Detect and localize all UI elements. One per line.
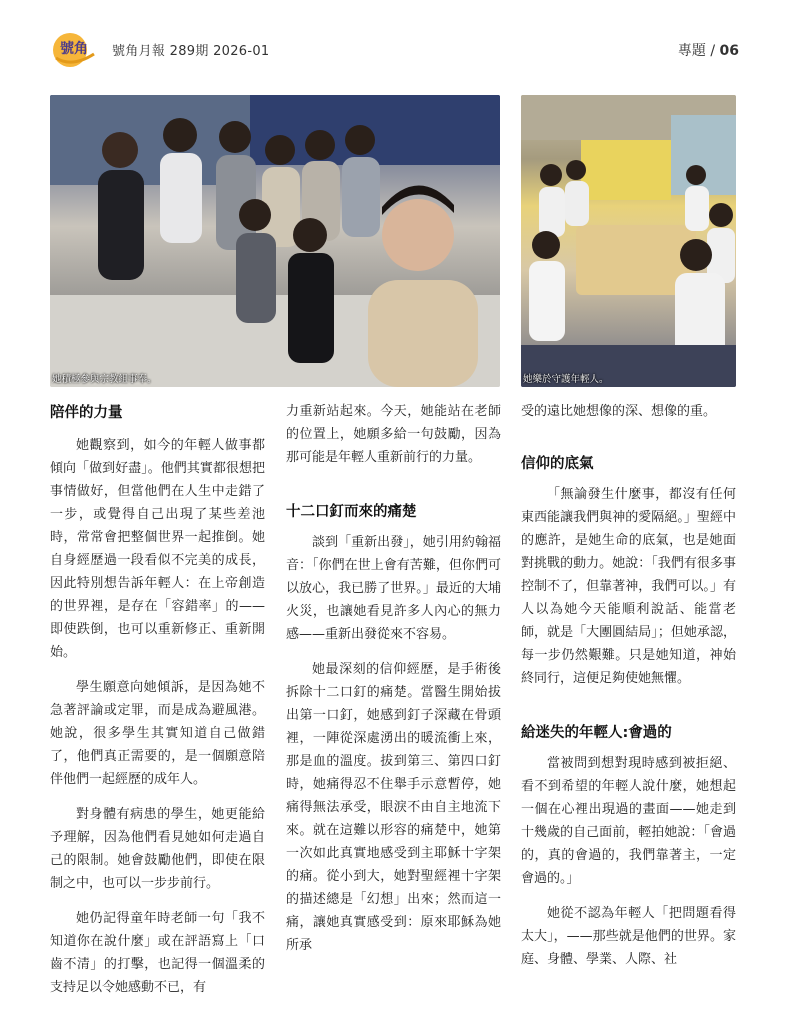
article-column-1 <box>50 400 265 999</box>
paragraph: 當被問到想對現時感到被拒絕、看不到希望的年輕人說什麼，她想起一個在心裡出現過的畫面——她走到十幾歲的自己面前，輕拍她說：「會過的，真的會過的，我們靠著主，一定會過的。」 <box>521 756 736 886</box>
section-heading: 十二口釘而來的痛楚 <box>286 504 417 520</box>
section-heading: 給迷失的年輕人:會過的 <box>521 725 672 741</box>
article-column-2 <box>286 400 501 957</box>
issue-title: 號角月報 289期 2026-01 <box>112 44 270 59</box>
article-column-3 <box>521 400 736 971</box>
paragraph: 她觀察到，如今的年輕人做事都傾向「做到好盡」。他們其實都很想把事情做好，但當他們在人生中走錯了一步，或覺得自己出現了某些差池時，常常會把整個世界一起推倒。她自身經歷過一段看似不完美的成長，因此特別想告訴年輕人：在上帝創造的世界裡，是存在「容錯率」的——即使跌倒，也可以重新修正、重新開始。 <box>50 438 265 660</box>
page-number: 06 <box>719 43 739 59</box>
paragraph: 學生願意向她傾訴，是因為她不急著評論或定罪，而是成為避風港。她說，很多學生其實知道自己做錯了，他們真正需要的，是一個願意陪伴他們一起經歷的成年人。 <box>50 680 265 787</box>
svg-text:號角: 號角 <box>60 41 88 57</box>
page-indicator <box>678 40 739 60</box>
photo-caption: 她積極參與宗教組事奉。 <box>52 374 157 385</box>
classroom-photo <box>521 95 736 387</box>
paragraph: 「無論發生什麼事，都沒有任何東西能讓我們與神的愛隔絕。」聖經中的應許，是她生命的底氣，也是她面對挑戰的動力。她說：「我們有很多事控制不了，但靠著神，我們可以。」有人以為她今天能順利說話、能當老師，就是「大團圓結局」；但她承認，每一步仍然艱難。只是她知道，神始終同行，這便足夠使她無懼。 <box>521 487 736 686</box>
paragraph: 受的遠比她想像的深、想像的重。 <box>521 404 717 419</box>
section-heading: 陪伴的力量 <box>50 405 123 421</box>
group-photo <box>50 95 500 387</box>
separator: / <box>710 43 716 59</box>
paragraph: 對身體有病患的學生，她更能給予理解，因為他們看見她如何走過自己的限制。她會鼓勵他們，即使在限制之中，也可以一步步前行。 <box>50 807 265 891</box>
paragraph: 談到「重新出發」，她引用約翰福音：「你們在世上會有苦難，但你們可以放心，我已勝了世界。」最近的大埔火災，也讓她看見許多人內心的無力感——重新出發從來不容易。 <box>286 535 501 642</box>
magazine-logo <box>50 28 100 68</box>
photo-caption: 她樂於守護年輕人。 <box>523 374 609 385</box>
paragraph: 她仍記得童年時老師一句「我不知道你在說什麼」或在評語寫上「口齒不清」的打擊，也記得一個溫柔的支持足以令她感動不已，有 <box>50 911 265 995</box>
paragraph: 她最深刻的信仰經歷，是手術後拆除十二口釘的痛楚。當醫生開始拔出第一口釘，她感到釘子深藏在骨頭裡，一陣從深處湧出的暖流衝上來，那是血的溫度。拔到第三、第四口釘時，她痛得忍不住舉手示意暫停，她痛得無法承受，眼淚不由自主地流下來。就在這難以形容的痛楚中，她第一次如此真實地感受到主耶穌十字架的痛。從小到大，她對聖經裡十字架的描述總是「幻想」出來；然而這一痛，讓她真實感受到：原來耶穌為她所承 <box>286 662 501 953</box>
paragraph: 她從不認為年輕人「把問題看得太大」，——那些就是他們的世界。家庭、身體、學業、人際、社 <box>521 906 736 967</box>
section-heading: 信仰的底氣 <box>521 456 594 472</box>
section-label: 專題 <box>677 43 706 59</box>
paragraph: 力重新站起來。今天，她能站在老師的位置上，她願多給一句鼓勵，因為那可能是年輕人重新前行的力量。 <box>286 404 501 465</box>
